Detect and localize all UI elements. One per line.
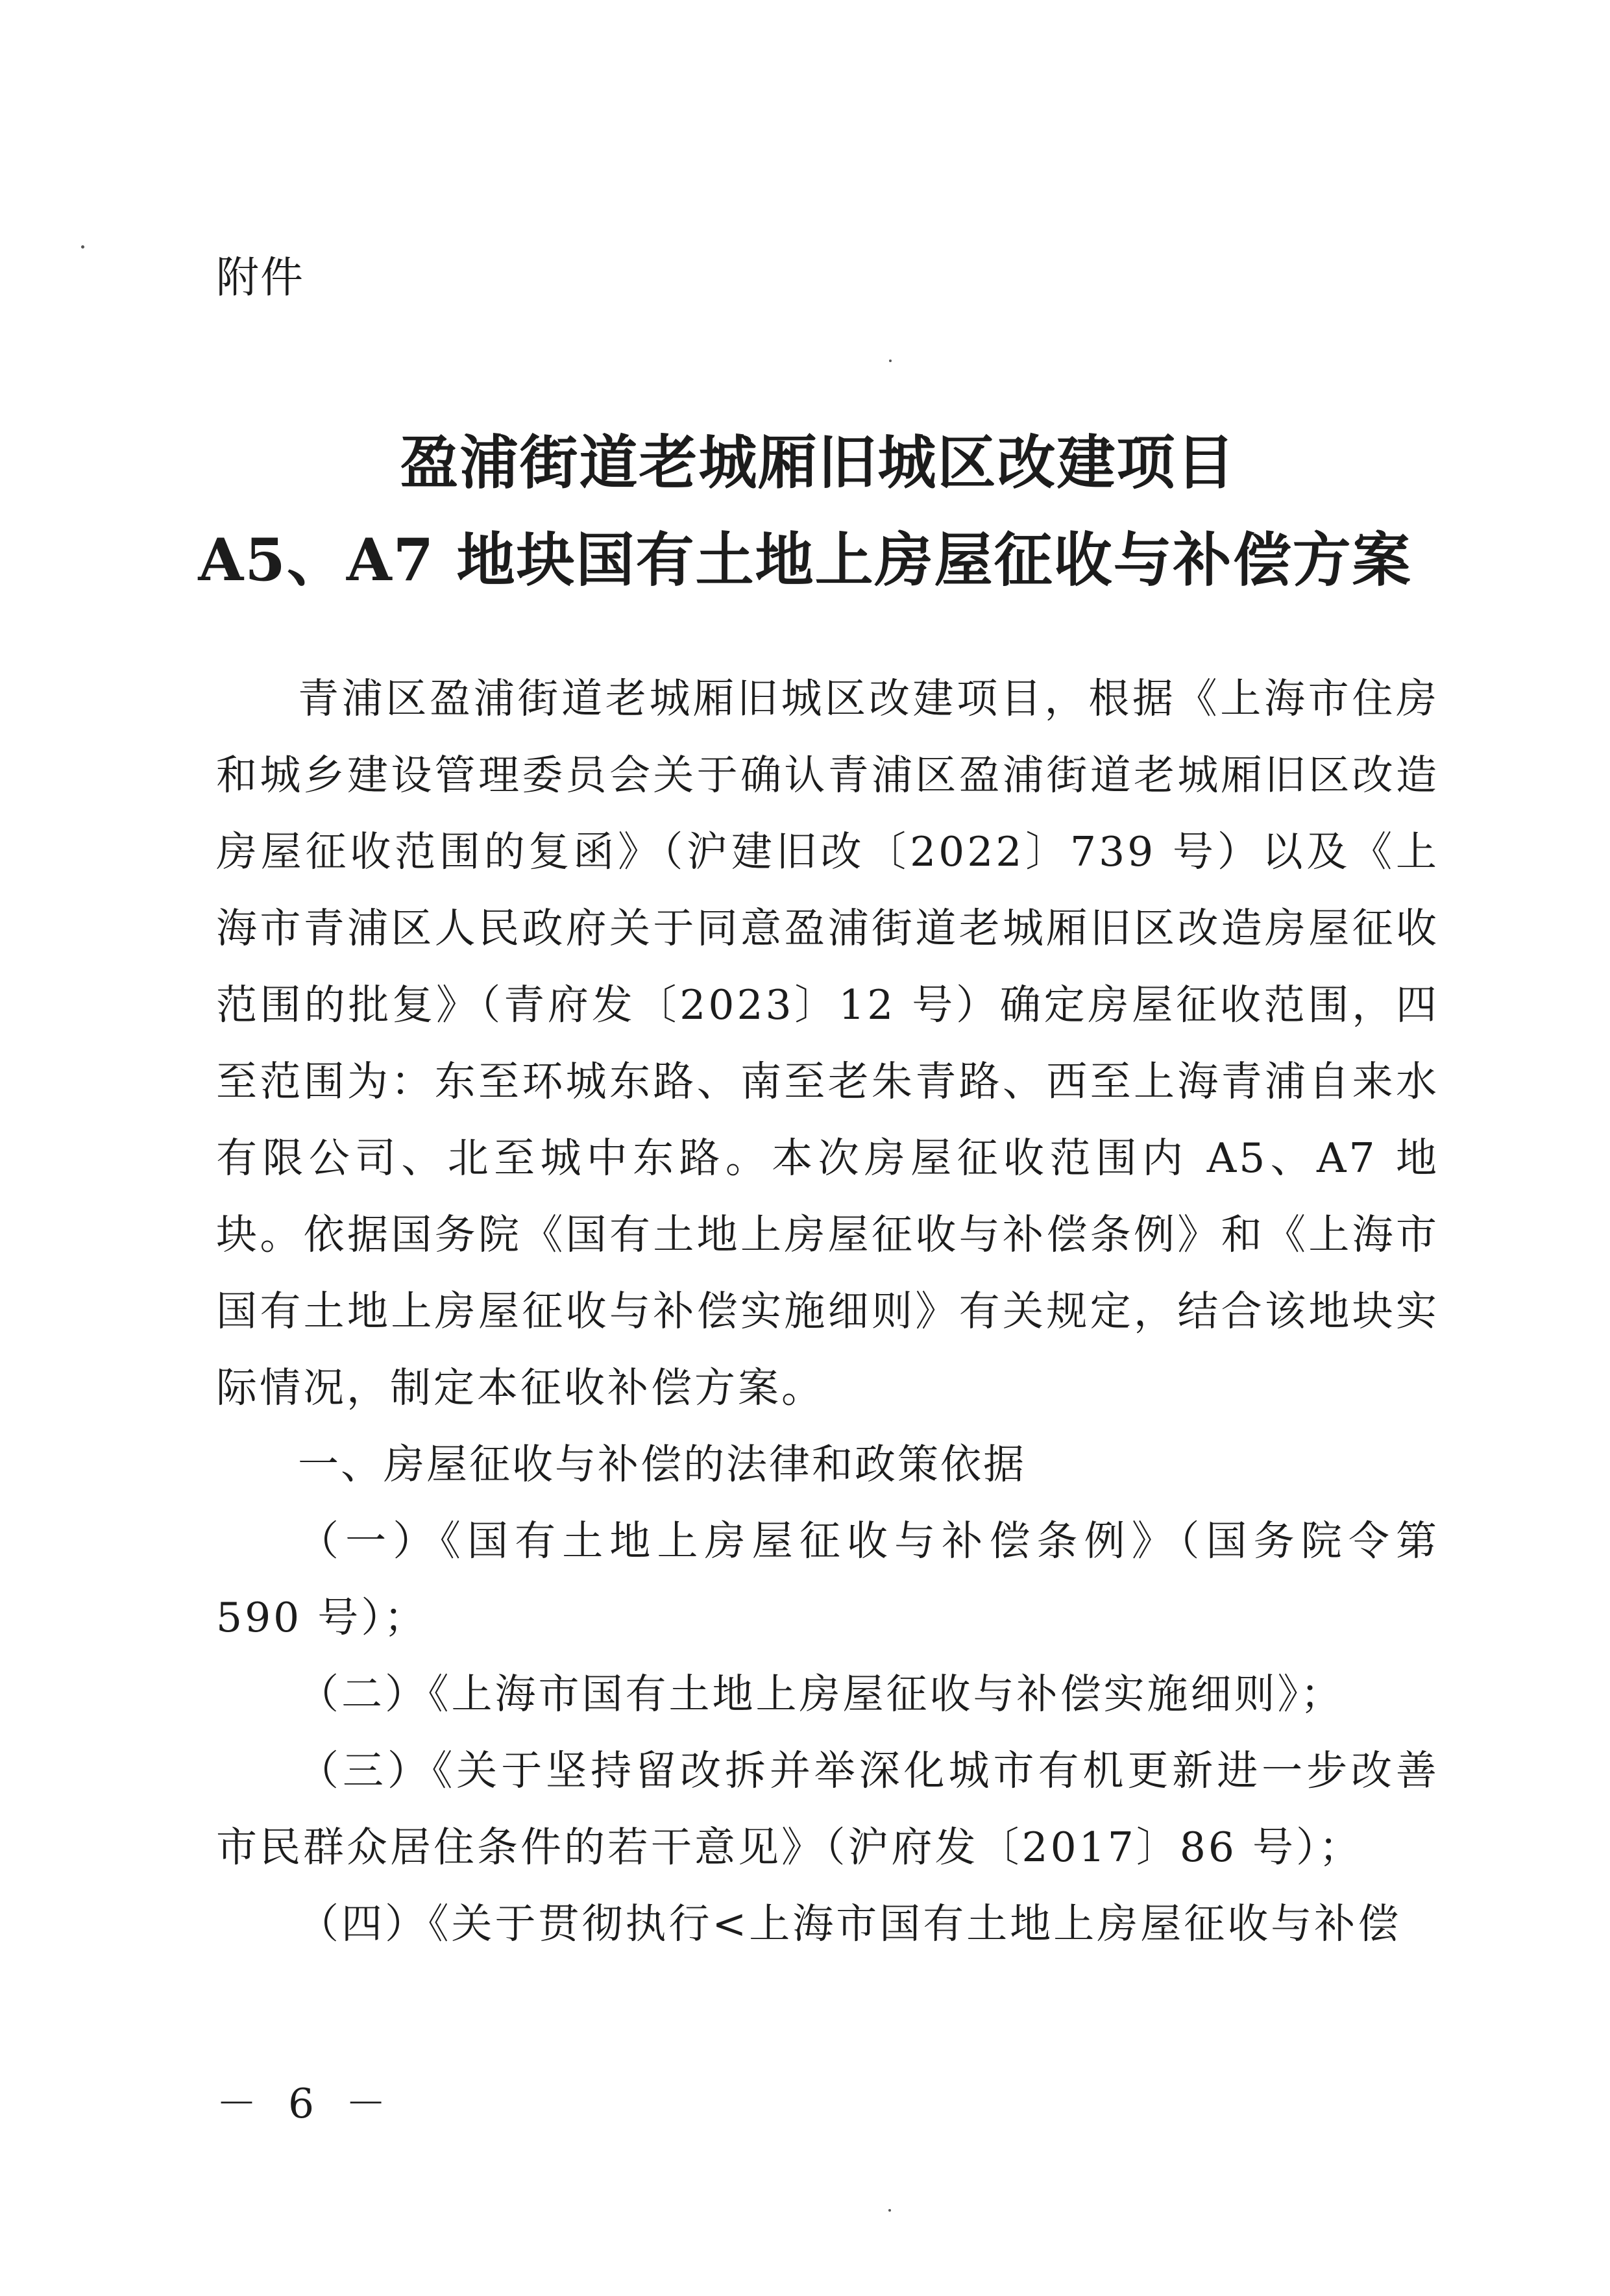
document-title-line-2: A5、A7 地块国有土地上房屋征收与补偿方案: [198, 526, 1412, 594]
scan-speck: [889, 360, 892, 362]
scan-speck: [888, 2209, 891, 2212]
list-item: （二）《上海市国有土地上房屋征收与补偿实施细则》；: [298, 1670, 1344, 1718]
document-title-line-1: 盈浦街道老城厢旧城区改建项目: [400, 428, 1236, 497]
intro-paragraph: 青浦区盈浦街道老城厢旧城区改建项目，根据《上海市住房和城乡建设管理委员会关于确认青浦区盈浦街道老城厢旧区改造房屋征收范围的复函》（沪建旧改〔2022〕739 号）以及《上海市青浦区人民政府关于同意盈浦街道老城厢旧区改造房屋征收范围的批复》（青府发〔2023〕12 号）确定房屋征收范围，四至范围为：东至环城东路、南至老朱青路、西至上海青浦自来水有限公司、北至城中东路。本次房屋征收范围内 A5、A7 地块。依据国务院《国有土地上房屋征收与补偿条例》和《上海市国有土地上房屋征收与补偿实施细则》有关规定，结合该地块实际情况，制定本征收补偿方案。: [216, 675, 1439, 1411]
page-number: － 6 －: [216, 2080, 396, 2127]
section-heading: 一、房屋征收与补偿的法律和政策依据: [298, 1441, 1026, 1488]
list-item: （一）《国有土地上房屋征收与补偿条例》（国务院令第 590 号）；: [216, 1517, 1439, 1641]
attachment-label: 附件: [216, 252, 304, 302]
list-item: （四）《关于贯彻执行<上海市国有土地上房屋征收与补偿: [298, 1900, 1402, 1948]
scan-speck: [81, 245, 84, 249]
list-item: （三）《关于坚持留改拆并举深化城市有机更新进一步改善市民群众居住条件的若干意见》（沪府发〔2017〕86 号）；: [216, 1747, 1439, 1871]
document-body: [216, 661, 1439, 1962]
